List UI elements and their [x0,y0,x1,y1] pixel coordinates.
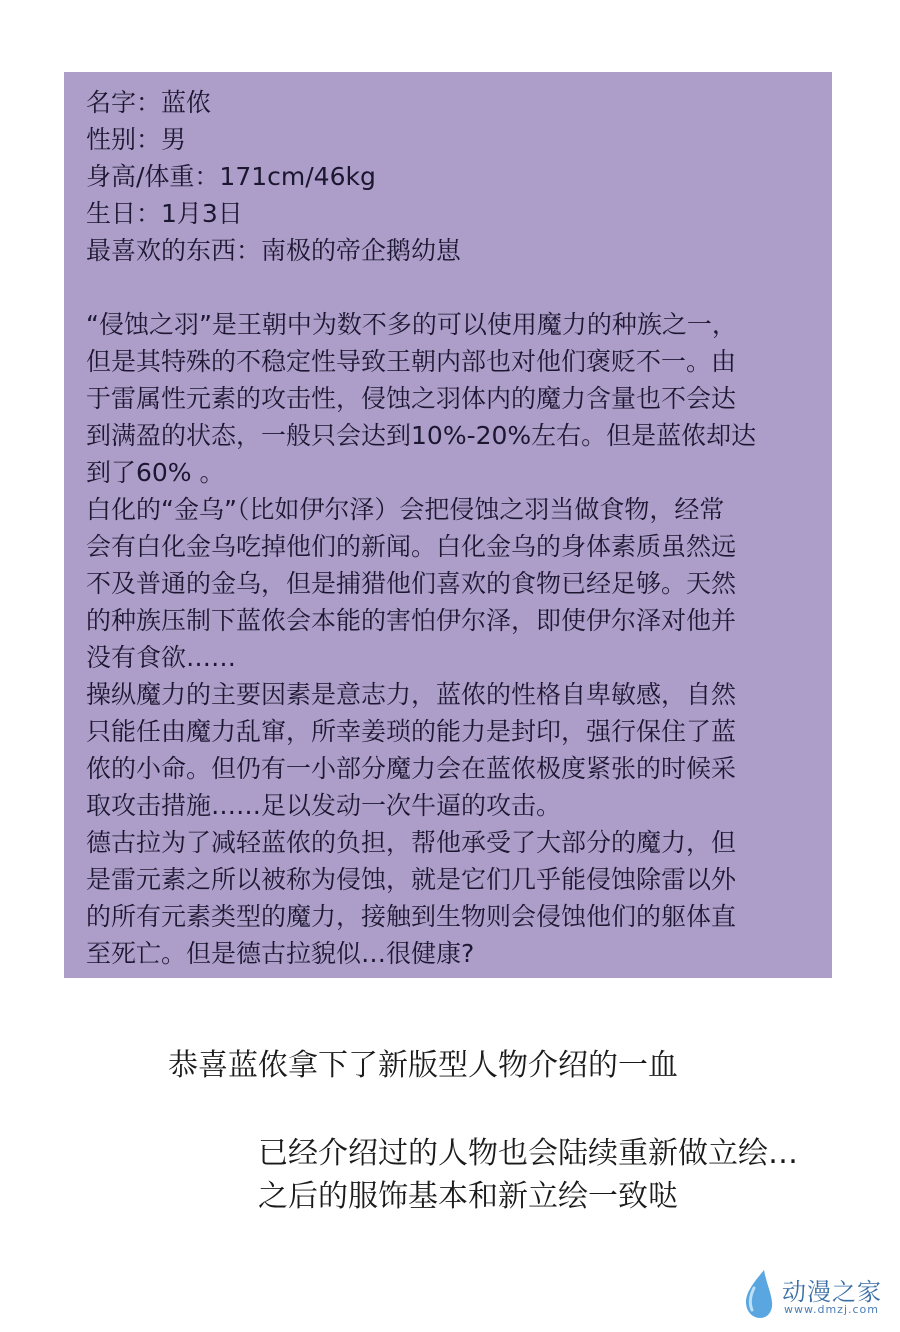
profile-field-favorite: 最喜欢的东西：南极的帝企鹅幼崽 [86,236,462,265]
profile-field-height-weight: 身高/体重：171cm/46kg [86,162,376,191]
profile-field-birthday: 生日：1月3日 [86,199,243,228]
profile-body-line: 的所有元素类型的魔力，接触到生物则会侵蚀他们的躯体直 [86,902,737,931]
profile-body-line: 到满盈的状态，一般只会达到10%-20%左右。但是蓝侬却达 [86,421,757,450]
site-watermark [740,1268,890,1324]
profile-field-gender: 性别：男 [86,125,187,154]
profile-body-line: 侬的小命。但仍有一小部分魔力会在蓝侬极度紧张的时候采 [86,754,737,783]
profile-body-line: 至死亡。但是德古拉貌似…很健康? [86,939,475,968]
profile-field-name: 名字：蓝侬 [86,88,212,117]
profile-body-line: 会有白化金乌吃掉他们的新闻。白化金乌的身体素质虽然远 [86,532,737,561]
caption-outfit-note: 之后的服饰基本和新立绘一致哒 [258,1179,678,1214]
profile-body-line: 没有食欲…… [86,643,237,672]
profile-body-line: 取攻击措施……足以发动一次牛逼的攻击。 [86,791,562,820]
profile-body-line: 德古拉为了减轻蓝侬的负担，帮他承受了大部分的魔力，但 [86,828,737,857]
profile-body-line: 于雷属性元素的攻击性，侵蚀之羽体内的魔力含量也不会达 [86,384,737,413]
profile-body-line: 白化的“金乌”（比如伊尔泽）会把侵蚀之羽当做食物，经常 [86,495,725,524]
profile-body-line: 操纵魔力的主要因素是意志力，蓝侬的性格自卑敏感，自然 [86,680,737,709]
profile-body-line: 不及普通的金乌，但是捕猎他们喜欢的食物已经足够。天然 [86,569,737,598]
profile-body-line: 但是其特殊的不稳定性导致王朝内部也对他们褒贬不一。由 [86,347,737,376]
caption-redraw-note: 已经介绍过的人物也会陆续重新做立绘… [258,1136,798,1171]
profile-body-line: “侵蚀之羽”是王朝中为数不多的可以使用魔力的种族之一， [86,310,737,339]
profile-body-line: 是雷元素之所以被称为侵蚀，就是它们几乎能侵蚀除雷以外 [86,865,737,894]
watermark-site-name: 动漫之家 [782,1278,882,1306]
paragraph-gap [86,269,818,306]
water-drop-icon [740,1268,776,1320]
profile-body-line: 只能任由魔力乱窜，所幸姜琐的能力是封印，强行保住了蓝 [86,717,737,746]
profile-body-line: 到了60% 。 [86,458,225,487]
watermark-site-url: www.dmzj.com [784,1303,879,1316]
character-profile-box [64,72,832,978]
caption-congrats: 恭喜蓝侬拿下了新版型人物介绍的一血 [168,1048,678,1083]
profile-body-line: 的种族压制下蓝侬会本能的害怕伊尔泽，即使伊尔泽对他并 [86,606,737,635]
